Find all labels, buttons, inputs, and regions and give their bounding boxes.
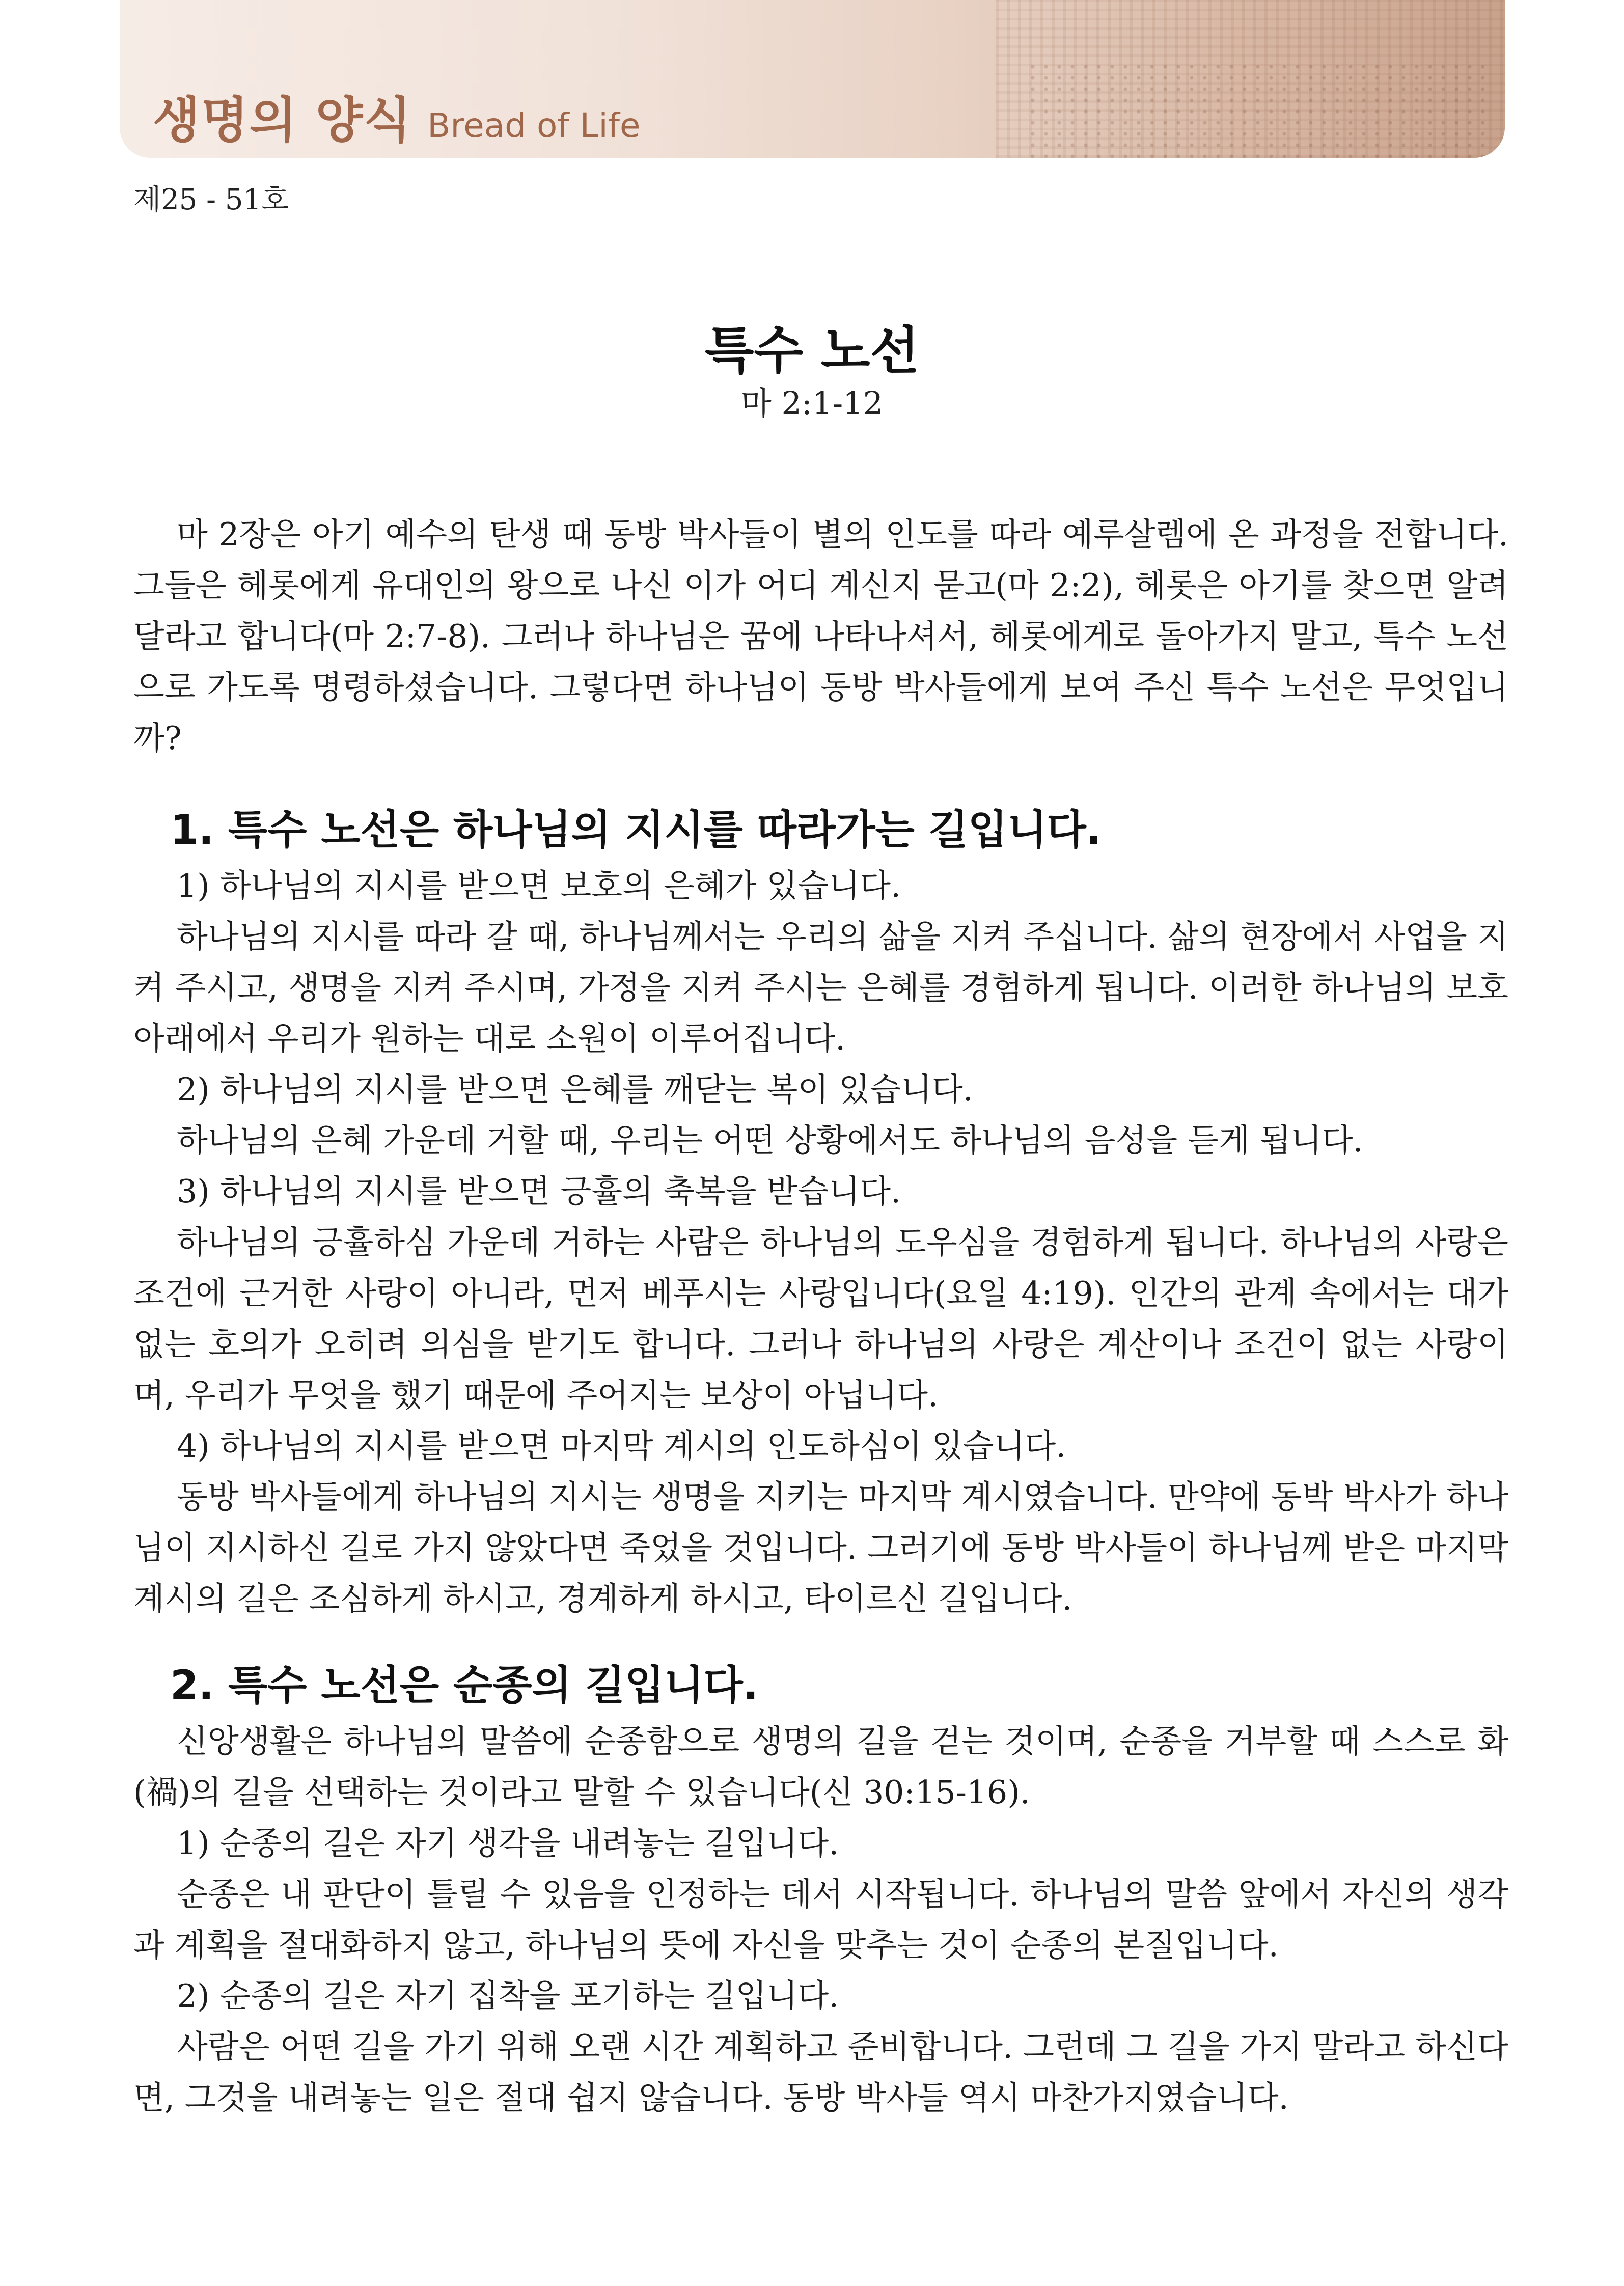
issue-number: 제25 - 51호	[133, 183, 289, 216]
section-2-paragraph-2: 사람은 어떤 길을 가기 위해 오랜 시간 계획하고 준비합니다. 그런데 그 길을 가지 말라고 하신다면, 그것을 내려놓는 일은 절대 쉽지 않습니다. 동방 박사들 역시 마찬가지였습니다.	[133, 2028, 1508, 2116]
section-2-intro: 신앙생활은 하나님의 말씀에 순종함으로 생명의 길을 걷는 것이며, 순종을 거부할 때 스스로 화(禍)의 길을 선택하는 것이라고 말할 수 있습니다(신 30:15-16).	[133, 1723, 1508, 1811]
section-1-paragraph-4: 동방 박사들에게 하나님의 지시는 생명을 지키는 마지막 계시였습니다. 만약에 동박 박사가 하나님이 지시하신 길로 가지 않았다면 죽었을 것입니다. 그러기에 동방 박사들이 하나님께 받은 마지막 계시의 길은 조심하게 하시고, 경계하게 하시고, 타이르신 길입니다.	[133, 1478, 1508, 1617]
section-2-heading: 2. 특수 노선은 순종의 길입니다.	[170, 1662, 759, 1709]
section-1-point-2: 2) 하나님의 지시를 받으면 은혜를 깨닫는 복이 있습니다.	[177, 1071, 973, 1108]
section-2-point-2: 2) 순종의 길은 자기 집착을 포기하는 길입니다.	[177, 1977, 839, 2015]
section-2-point-1: 1) 순종의 길은 자기 생각을 내려놓는 길입니다.	[177, 1825, 839, 1862]
banner-crowd-pattern	[1026, 61, 1484, 158]
section-2-paragraph-1: 순종은 내 판단이 틀릴 수 있음을 인정하는 데서 시작됩니다. 하나님의 말씀 앞에서 자신의 생각과 계획을 절대화하지 않고, 하나님의 뜻에 자신을 맞추는 것이 순종의 본질입니다.	[133, 1876, 1508, 1964]
scripture-reference: 마 2:1-12	[740, 384, 884, 422]
sermon-body	[133, 509, 1508, 2124]
section-1-heading: 1. 특수 노선은 하나님의 지시를 따라가는 길입니다.	[170, 806, 1102, 853]
brand-title-english: Bread of Life	[427, 106, 641, 145]
section-1-paragraph-2: 하나님의 은혜 가운데 거할 때, 우리는 어떤 상황에서도 하나님의 음성을 듣게 됩니다.	[177, 1122, 1363, 1159]
section-1-point-3: 3) 하나님의 지시를 받으면 긍휼의 축복을 받습니다.	[177, 1173, 901, 1210]
section-1-point-1: 1) 하나님의 지시를 받으면 보호의 은혜가 있습니다.	[177, 867, 901, 904]
brand-logo	[153, 81, 641, 149]
intro-paragraph: 마 2장은 아기 예수의 탄생 때 동방 박사들이 별의 인도를 따라 예루살렘에 온 과정을 전합니다. 그들은 헤롯에게 유대인의 왕으로 나신 이가 어디 계신지 묻고(마 2:2), 헤롯은 아기를 찾으면 알려 달라고 합니다(마 2:7-8). 그러나 하나님은 꿈에 나타나셔서, 헤롯에게로 돌아가지 말고, 특수 노선으로 가도록 명령하셨습니다. 그렇다면 하나님이 동방 박사들에게 보여 주신 특수 노선은 무엇입니까?	[133, 516, 1508, 757]
brand-title-korean: 생명의 양식	[153, 92, 412, 149]
sermon-title: 특수 노선	[704, 321, 920, 380]
section-1-paragraph-1: 하나님의 지시를 따라 갈 때, 하나님께서는 우리의 삶을 지켜 주십니다. 삶의 현장에서 사업을 지켜 주시고, 생명을 지켜 주시며, 가정을 지켜 주시는 은혜를 경험하게 됩니다. 이러한 하나님의 보호 아래에서 우리가 원하는 대로 소원이 이루어집니다.	[133, 918, 1509, 1057]
section-1-paragraph-3: 하나님의 긍휼하심 가운데 거하는 사람은 하나님의 도우심을 경험하게 됩니다. 하나님의 사랑은 조건에 근거한 사랑이 아니라, 먼저 베푸시는 사랑입니다(요일 4:19). 인간의 관계 속에서는 대가 없는 호의가 오히려 의심을 받기도 합니다. 그러나 하나님의 사랑은 계산이나 조건이 없는 사랑이며, 우리가 무엇을 했기 때문에 주어지는 보상이 아닙니다.	[133, 1224, 1508, 1414]
section-1-point-4: 4) 하나님의 지시를 받으면 마지막 계시의 인도하심이 있습니다.	[177, 1427, 1066, 1465]
